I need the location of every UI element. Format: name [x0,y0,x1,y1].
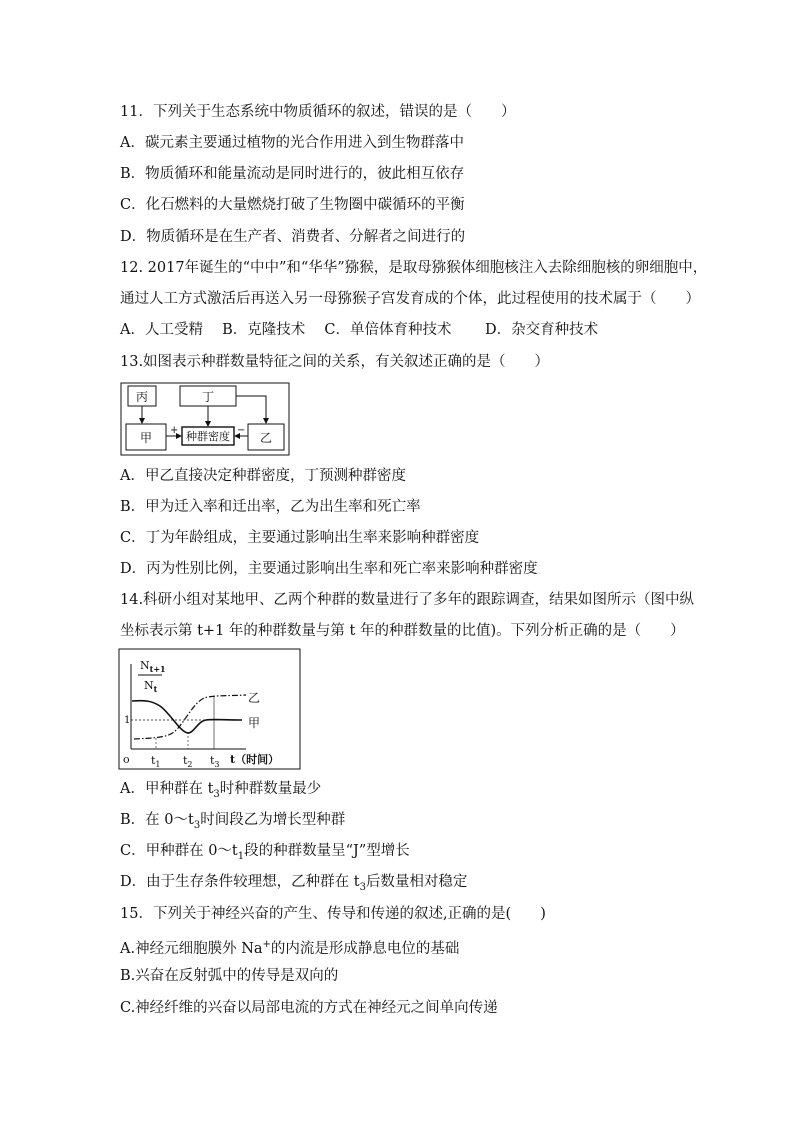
q12-stem-line2: 通过人工方式激活后再送入另一母猕猴子宫发育成的个体，此过程使用的技术属于（ ） [120,291,700,307]
q14-x-tick-t1: $t_1$ [151,754,161,769]
q13-plus-sign: + [170,425,179,436]
q13-arrow-ding-yi [236,396,266,423]
q14-option-c: C．甲种群在 $0\sim t_1$段的种群数量呈“J”型增长 [120,843,410,862]
q13-label-ding: 丁 [201,390,215,404]
q11-option-b: B．物质循环和能量流动是同时进行的，彼此相互依存 [120,166,465,182]
q14-series-jia-label: 甲 [248,716,261,730]
q15-option-c: C.神经纤维的兴奋以局部电流的方式在神经元之间单向传递 [120,1000,498,1016]
q13-option-a: A．甲乙直接决定种群密度，丁预测种群密度 [120,468,406,484]
q13-label-yi: 乙 [259,431,273,445]
q13-option-d: D．丙为性别比例，主要通过影响出生率和死亡率来影响种群密度 [120,561,538,577]
q14-series-yi-label: 乙 [248,691,261,705]
q12-stem-line1: 12. 2017年诞生的“中中”和“华华”猕猴，是取母猕猴体细胞核注入去除细胞核的卵细胞中， [120,260,708,276]
q14-ylabel-top: $N_{t+1}$ [140,659,166,674]
q11-option-a: A．碳元素主要通过植物的光合作用进入到生物群落中 [120,135,464,151]
q14-option-a: A．甲种群在 $t_3$时种群数量最少 [120,781,322,800]
q14-graph [118,648,301,770]
q13-label-jia: 甲 [139,431,153,445]
q14-y-tick-1: 1 [124,715,131,726]
q13-option-c: C．丁为年龄组成，主要通过影响出生率来影响种群密度 [120,530,480,546]
q14-stem-line2: 坐标表示第 t+1 年的种群数量与第 t 年的种群数量的比值)。下列分析正确的是（ ） [120,623,685,639]
q14-stem-line1: 14.科研小组对某地甲、乙两个种群的数量进行了多年的跟踪调查，结果如图所示（图中纵 [120,592,695,608]
q13-label-density: 种群密度 [186,430,230,443]
q15-stem: 15．下列关于神经兴奋的产生、传导和传递的叙述,正确的是( ) [120,906,546,922]
q13-stem: 13.如图表示种群数量特征之间的关系，有关叙述正确的是（ ） [120,354,550,370]
q13-option-b: B．甲为迁入率和迁出率，乙为出生率和死亡率 [120,499,421,515]
q11-option-c: C．化石燃料的大量燃烧打破了生物圈中碳循环的平衡 [120,197,465,213]
q14-option-b: B．在 $0\sim t_3$时间段乙为增长型种群 [120,812,346,831]
q14-ylabel-bottom: $N_t$ [144,679,158,694]
q11-stem: 11．下列关于生态系统中物质循环的叙述，错误的是（ ） [120,104,516,120]
q14-x-tick-t3: $t_3$ [210,754,220,769]
q15-option-a: A.神经元细胞膜外 Na+的内流是形成静息电位的基础 [120,939,460,957]
q13-diagram [120,382,290,456]
q14-x-tick-t2: $t_2$ [183,754,193,769]
q13-label-bing: 丙 [135,390,149,404]
q14-option-d: D．由于生存条件较理想，乙种群在 $t_3$后数量相对稳定 [120,874,468,893]
q14-origin-label: o [123,753,130,766]
q11-option-d: D．物质循环是在生产者、消费者、分解者之间进行的 [120,229,466,245]
q14-x-axis-label: t（时间） [230,753,280,766]
q13-minus-sign: − [237,425,246,436]
q15-option-b: B.兴奋在反射弧中的传导是双向的 [120,968,339,984]
q12-options: A．人工受精 B．克隆技术 C．单倍体育种技术 D．杂交育种技术 [120,322,599,338]
